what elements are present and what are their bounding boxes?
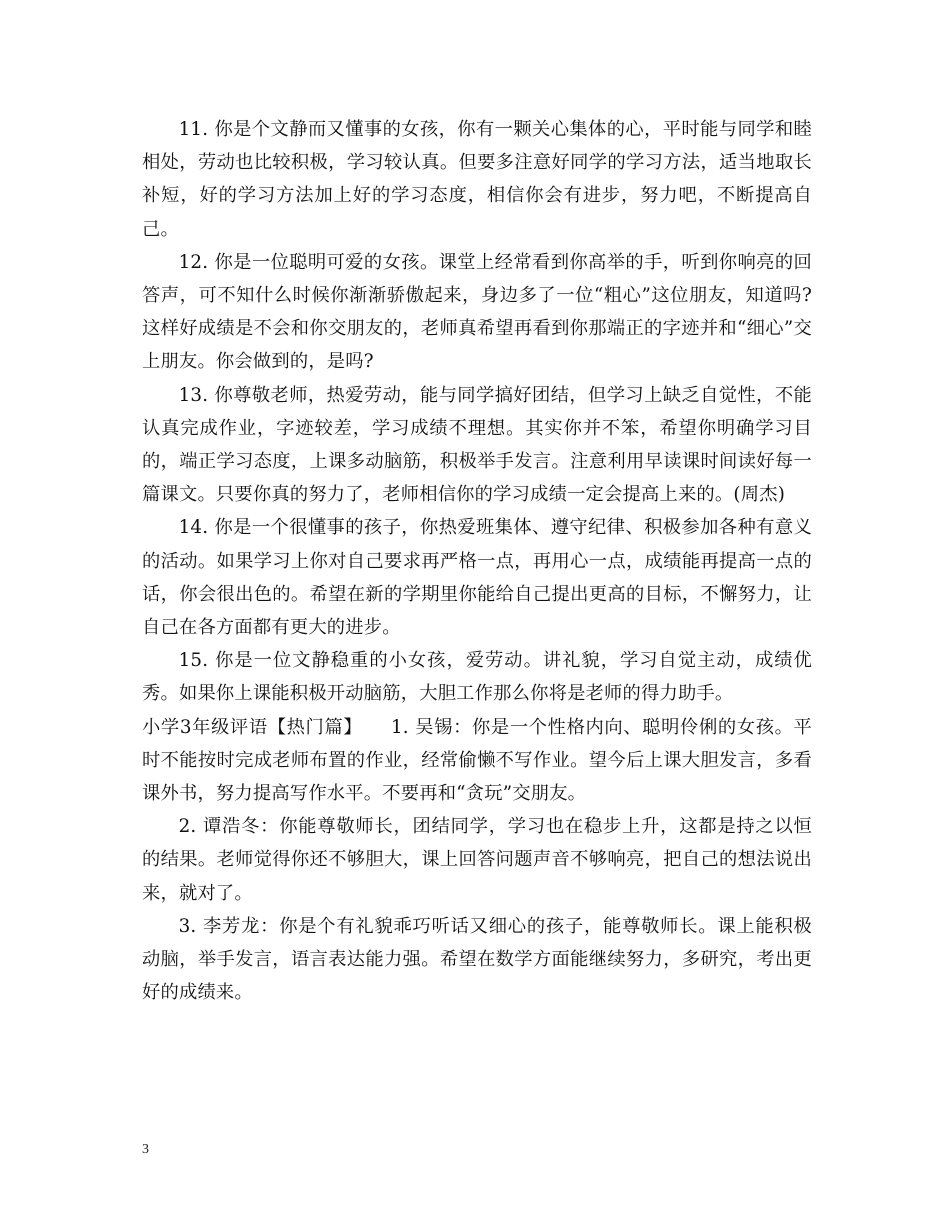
comment-paragraph-11: 11. 你是个文静而又懂事的女孩，你有一颗关心集体的心，平时能与同学和睦相处，劳动也比较积极，学习较认真。但要多注意好同学的学习方法，适当地取长补短，好的学习方法加上好的学习态度，相信你会有进步，努力吧，不断提高自己。 [142, 119, 812, 240]
page-number: 3 [142, 1142, 149, 1157]
document-body [142, 113, 812, 1009]
comment-paragraph-3: 3. 李芳龙：你是个有礼貌乖巧听话又细心的孩子，能尊敬师长。课上能积极动脑，举手发言，语言表达能力强。希望在数学方面能继续努力，多研究，考出更好的成绩来。 [142, 915, 812, 1004]
comment-paragraph-14: 14. 你是一个很懂事的孩子，你热爱班集体、遵守纪律、积极参加各种有意义的活动。如果学习上你对自己要求再严格一点，再用心一点，成绩能再提高一点的话，你会很出色的。希望在新的学期里你能给自己提出更高的目标，不懈努力，让自己在各方面都有更大的进步。 [142, 517, 812, 639]
comment-paragraph-15: 15. 你是一位文静稳重的小女孩，爱劳动。讲礼貌，学习自觉主动，成绩优秀。如果你上课能积极开动脑筋，大胆工作那么你将是老师的得力助手。 [142, 650, 812, 705]
comment-paragraph-2: 2. 谭浩冬：你能尊敬师长，团结同学，学习也在稳步上升，这都是持之以恒的结果。老师觉得你还不够胆大，课上回答问题声音不够响亮，把自己的想法说出来，就对了。 [142, 816, 812, 904]
comment-paragraph-12: 12. 你是一位聪明可爱的女孩。课堂上经常看到你高举的手，听到你响亮的回答声，可不知什么时候你渐渐骄傲起来，身边多了一位“粗心”这位朋友，知道吗?这样好成绩是不会和你交朋友的，老师真希望再看到你那端正的字迹并和“细心”交上朋友。你会做到的，是吗? [142, 251, 812, 373]
comment-paragraph-13: 13. 你尊敬老师，热爱劳动，能与同学搞好团结，但学习上缺乏自觉性，不能认真完成作业，字迹较差，学习成绩不理想。其实你并不笨，希望你明确学习目的，端正学习态度，上课多动脑筋，积极举手发言。注意利用早读课时间读好每一篇课文。只要你真的努力了，老师相信你的学习成绩一定会提高上来的。(周杰) [142, 384, 812, 506]
section-heading-paragraph: 小学3年级评语【热门篇】 1. 吴锡：你是一个性格内向、聪明伶俐的女孩。平时不能按时完成老师布置的作业，经常偷懒不写作业。望今后上课大胆发言，多看课外书，努力提高写作水平。不要再和“贪玩”交朋友。 [142, 716, 812, 805]
